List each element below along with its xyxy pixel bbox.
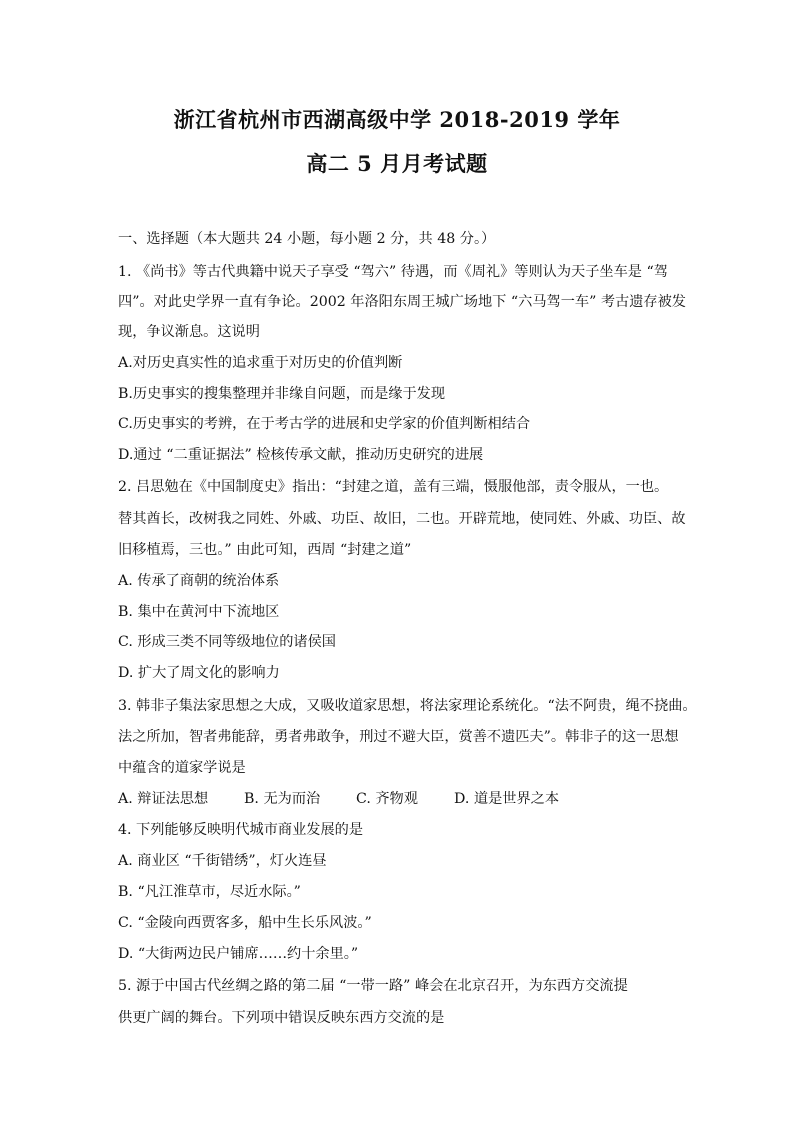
- q3-option-b: B. 无为而治: [244, 791, 321, 807]
- q2-stem-line3: 旧移植焉，三也。” 由此可知，西周 “封建之道”: [118, 542, 412, 558]
- q2-stem-line1: 2. 吕思勉在《中国制度史》指出：“封建之道，盖有三端，慑服他部，责令服从，一也。: [118, 479, 669, 495]
- q4-option-c: C. “金陵向西贾客多，船中生长乐风波。”: [118, 915, 372, 931]
- q1-stem-line1: 1. 《尚书》等古代典籍中说天子享受 “驾六” 待遇，而《周礼》等则认为天子坐车是 “驾: [118, 264, 668, 280]
- q4-option-d: D. “大街两边民户铺席……约十余里。”: [118, 946, 359, 962]
- q2-option-c: C. 形成三类不同等级地位的诸侯国: [118, 634, 336, 650]
- q2-option-d: D. 扩大了周文化的影响力: [118, 665, 280, 681]
- exam-title-line1: 浙江省杭州市西湖高级中学 2018-2019 学年: [173, 107, 621, 132]
- q5-stem-line2: 供更广阔的舞台。下列项中错误反映东西方交流的是: [118, 1010, 445, 1026]
- q2-option-b: B. 集中在黄河中下流地区: [118, 604, 280, 620]
- q5-stem-line1: 5. 源于中国古代丝绸之路的第二届 “一带一路” 峰会在北京召开，为东西方交流提: [118, 978, 628, 994]
- q3-option-a: A. 辩证法思想: [118, 791, 209, 807]
- q1-option-c: C.历史事实的考辨，在于考古学的进展和史学家的价值判断相结合: [118, 416, 531, 432]
- q3-stem-line1: 3. 韩非子集法家思想之大成，又吸收道家思想，将法家理论系统化。“法不阿贵，绳不挠曲。: [118, 698, 697, 714]
- q1-option-b: B.历史事实的搜集整理并非缘自问题，而是缘于发现: [118, 386, 446, 402]
- section-header: 一、选择题（本大题共 24 小题，每小题 2 分，共 48 分。）: [118, 231, 496, 247]
- exam-title-line2: 高二 5 月月考试题: [306, 151, 488, 176]
- q1-stem-line2: 四”。对此史学界一直有争论。2002 年洛阳东周王城广场地下 “六马驾一车” 考古遗存被发: [118, 294, 686, 310]
- q4-stem-line1: 4. 下列能够反映明代城市商业发展的是: [118, 822, 364, 838]
- q2-stem-line2: 替其酋长，改树我之同姓、外戚、功臣、故旧，二也。开辟荒地，使同姓、外戚、功臣、故: [118, 511, 686, 527]
- q2-option-a: A. 传承了商朝的统治体系: [118, 573, 280, 589]
- q3-option-c: C. 齐物观: [356, 791, 418, 807]
- q3-option-d: D. 道是世界之本: [454, 791, 560, 807]
- q1-option-d: D.通过 “二重证据法” 检核传承文献，推动历史研究的进展: [118, 447, 484, 463]
- q4-option-b: B. “凡江淮草市，尽近水际。”: [118, 884, 301, 900]
- q1-option-a: A.对历史真实性的追求重于对历史的价值判断: [118, 355, 403, 371]
- q3-stem-line3: 中蕴含的道家学说是: [118, 760, 246, 776]
- q4-option-a: A. 商业区 “千街错绣”，灯火连昼: [118, 853, 327, 869]
- q1-stem-line3: 现，争议渐息。这说明: [118, 324, 260, 340]
- q3-options-row: [118, 790, 559, 808]
- q3-stem-line2: 法之所加，智者弗能辞，勇者弗敢争，刑过不避大臣，赏善不遗匹夫”。韩非子的这一思想: [118, 729, 679, 745]
